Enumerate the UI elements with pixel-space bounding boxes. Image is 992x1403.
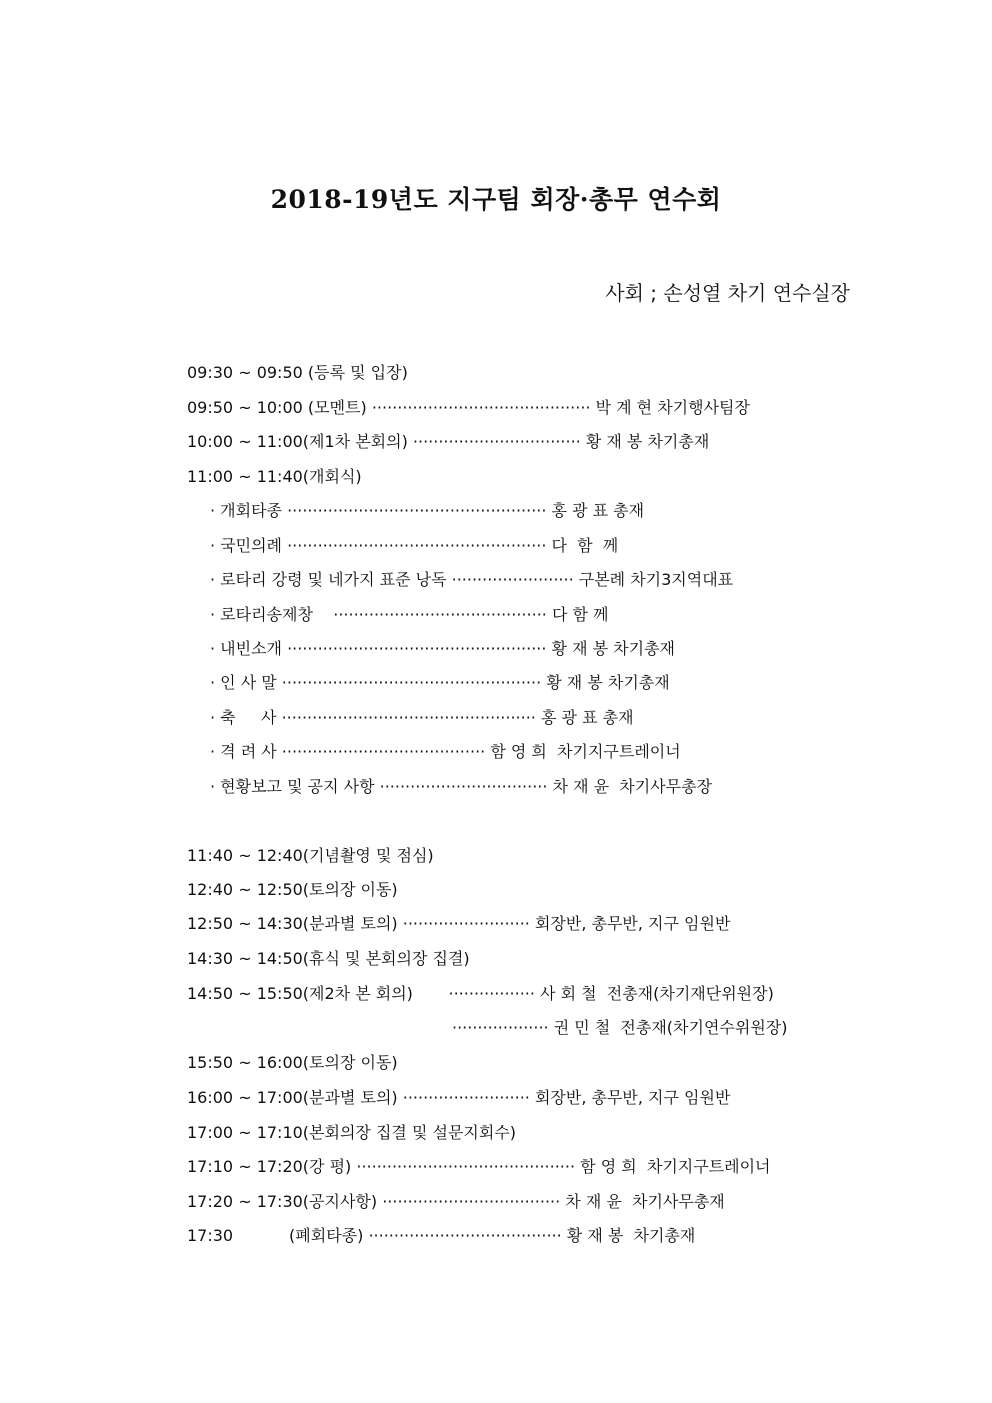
schedule-line: 17:20 ~ 17:30(공지사항) ··································· 차 재 윤 차기사무총재	[187, 1192, 725, 1211]
schedule-line: 17:00 ~ 17:10(본회의장 집결 및 설문지회수)	[187, 1123, 517, 1142]
ceremony-item: · 인 사 말 ··················································· 황 재 봉 차기총재	[210, 673, 670, 692]
ceremony-item: · 로타리송제창 ·········································· 다 함 께	[210, 605, 609, 624]
schedule-line: 15:50 ~ 16:00(토의장 이동)	[187, 1053, 398, 1072]
schedule-line: 12:50 ~ 14:30(분과별 토의) ························· 회장반, 총무반, 지구 임원반	[187, 914, 731, 933]
ceremony-item: · 개회타종 ··················································· 홍 광 표 총재	[210, 501, 645, 520]
schedule-line: 11:40 ~ 12:40(기념촬영 및 점심)	[187, 846, 434, 865]
schedule-line: 17:10 ~ 17:20(강 평) ··········································· 함 영 희 차기지구트레이너	[187, 1157, 771, 1176]
schedule-line: 14:50 ~ 15:50(제2차 본 회의) ················· 사 회 철 전총재(차기재단위원장)	[187, 984, 774, 1003]
ceremony-item: · 로타리 강령 및 네가지 표준 낭독 ························ 구본례 차기3지역대표	[210, 570, 734, 589]
schedule-line: 17:30 (폐회타종) ······································ 황 재 봉 차기총재	[187, 1226, 696, 1245]
schedule-line: 16:00 ~ 17:00(분과별 토의) ························· 회장반, 총무반, 지구 임원반	[187, 1088, 731, 1107]
schedule-line: 12:40 ~ 12:50(토의장 이동)	[187, 880, 398, 899]
ceremony-item: · 현황보고 및 공지 사항 ································· 차 재 윤 차기사무총장	[210, 777, 712, 796]
schedule-line: 09:30 ~ 09:50 (등록 및 입장)	[187, 363, 408, 382]
schedule-line: 10:00 ~ 11:00(제1차 본회의) ································· 황 재 봉 차기총재	[187, 432, 710, 451]
schedule-line: 11:00 ~ 11:40(개회식)	[187, 467, 362, 486]
host-line: 사회 ; 손성열 차기 연수실장	[605, 281, 850, 305]
schedule-line: 09:50 ~ 10:00 (모멘트) ··········································· 박 계 현 차기행사팀장	[187, 398, 750, 417]
ceremony-item: · 내빈소개 ··················································· 황 재 봉 차기총재	[210, 639, 676, 658]
ceremony-item: · 국민의례 ··················································· 다 함 께	[210, 536, 619, 555]
ceremony-item: · 격 려 사 ········································ 함 영 희 차기지구트레이너	[210, 742, 681, 761]
schedule-line: ··················· 권 민 철 전총재(차기연수위원장)	[452, 1018, 788, 1037]
schedule-line: 14:30 ~ 14:50(휴식 및 본회의장 집결)	[187, 949, 470, 968]
ceremony-item: · 축 사 ·················································· 홍 광 표 총재	[210, 708, 634, 727]
page-title: 2018-19년도 지구팀 회장·총무 연수회	[270, 185, 722, 214]
